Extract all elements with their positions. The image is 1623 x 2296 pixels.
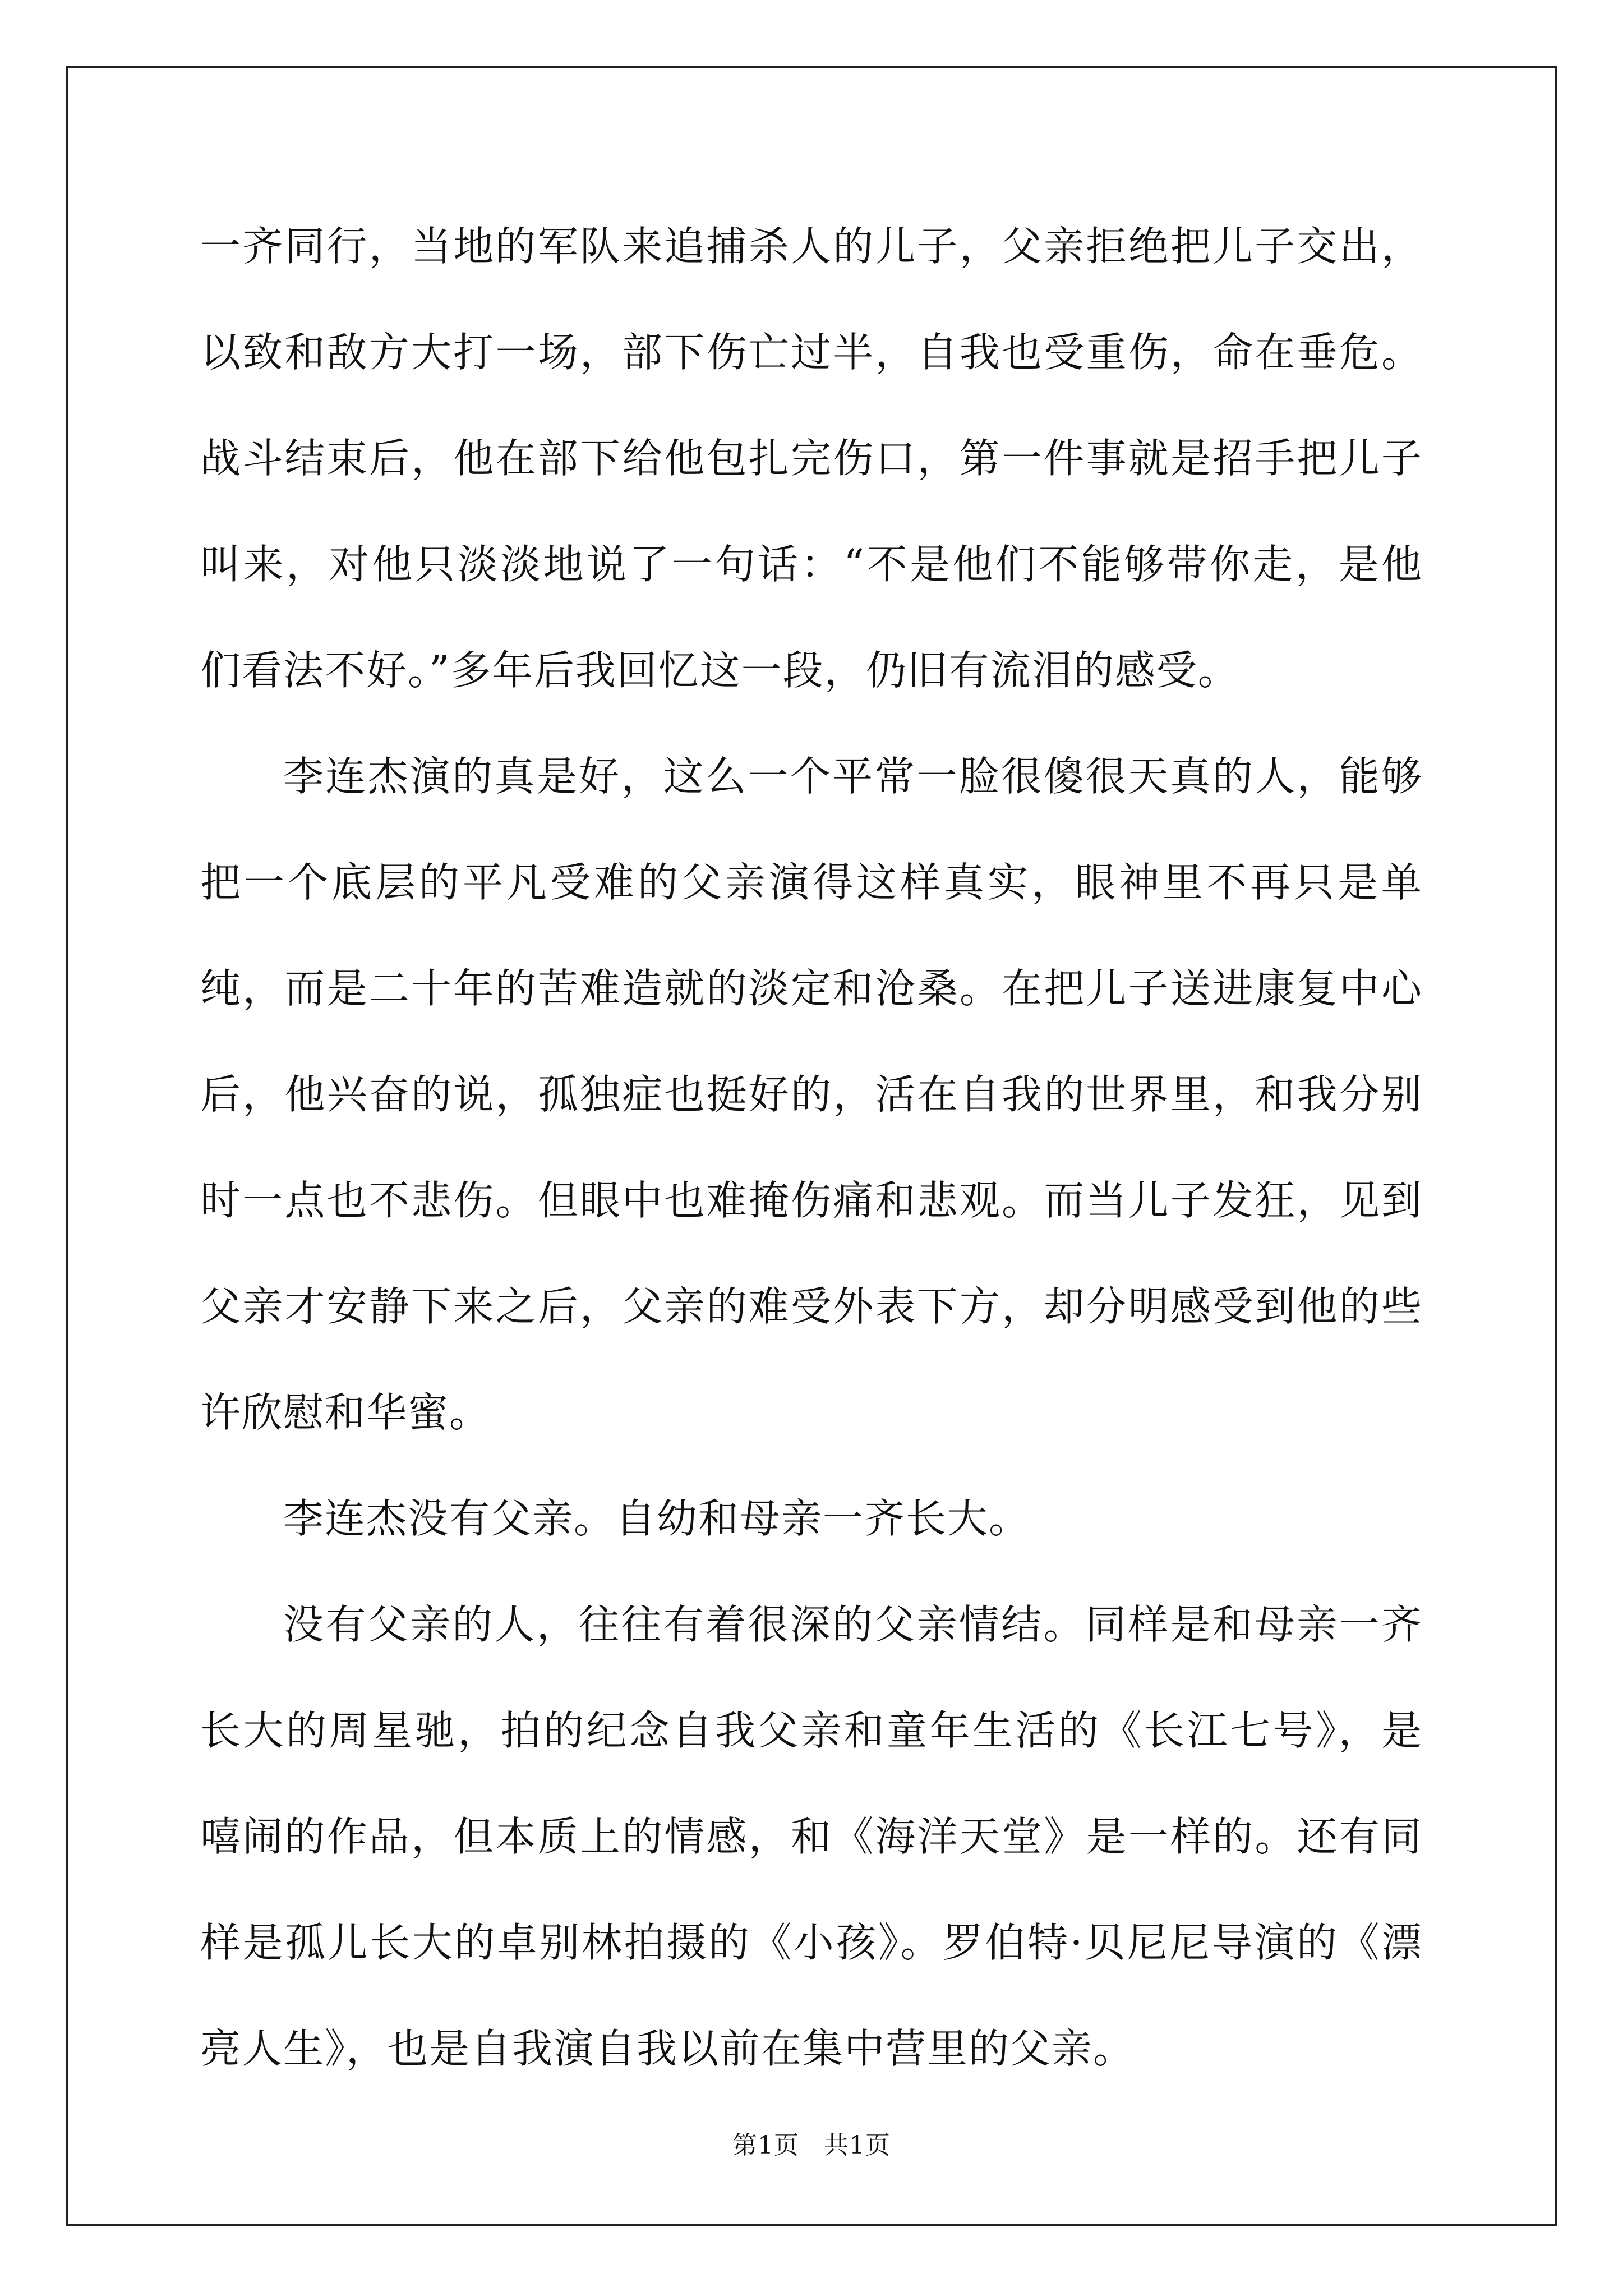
page-footer bbox=[0, 2129, 1623, 2162]
paragraph-1: 一齐同行，当地的军队来追捕杀人的儿子，父亲拒绝把儿子交出，以致和敌方大打一场，部下伤亡过半，自我也受重伤，命在垂危。战斗结束后，他在部下给他包扎完伤口，第一件事就是招手把儿子叫来，对他只淡淡地说了一句话：“不是他们不能够带你走，是他们看法不好。”多年后我回忆这一段，仍旧有流泪的感受。 bbox=[200, 223, 1423, 694]
document-body bbox=[200, 194, 1423, 2102]
page-total: 共1页 bbox=[824, 2131, 891, 2160]
paragraph-3: 李连杰没有父亲。自幼和母亲一齐长大。 bbox=[283, 1495, 1031, 1542]
paragraph-2: 李连杰演的真是好，这么一个平常一脸很傻很天真的人，能够把一个底层的平凡受难的父亲演得这样真实，眼神里不再只是单纯，而是二十年的苦难造就的淡定和沧桑。在把儿子送进康复中心后，他兴奋的说，孤独症也挺好的，活在自我的世界里，和我分别时一点也不悲伤。但眼中也难掩伤痛和悲观。而当儿子发狂，见到父亲才安静下来之后，父亲的难受外表下方，却分明感受到他的些许欣慰和华蜜。 bbox=[200, 753, 1423, 1436]
paragraph-4: 没有父亲的人，往往有着很深的父亲情结。同样是和母亲一齐长大的周星驰，拍的纪念自我父亲和童年生活的《长江七号》，是嘻闹的作品，但本质上的情感，和《海洋天堂》是一样的。还有同样是孤儿长大的卓别林拍摄的《小孩》。罗伯特·贝尼尼导演的《漂亮人生》，也是自我演自我以前在集中营里的父亲。 bbox=[200, 1601, 1423, 2072]
page-number: 第1页 bbox=[732, 2131, 799, 2160]
